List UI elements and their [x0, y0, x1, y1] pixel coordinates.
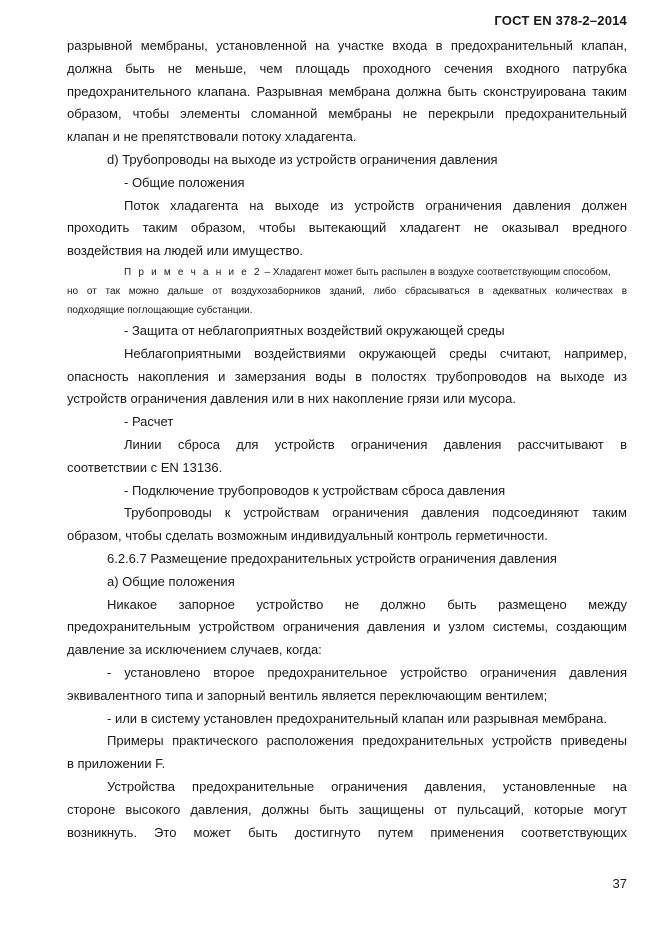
text-line: - Защита от неблагоприятных воздействий окружающей среды [124, 322, 505, 338]
note-label: П р и м е ч а н и е 2 [124, 266, 262, 278]
text-line: Трубопроводы к устройствам ограничения давления подсоединяют таким [124, 505, 627, 521]
text-line: - установлено второе предохранительное устройство ограничения давления [107, 664, 627, 680]
text-line: образом, чтобы сделать возможным индивидуальный контроль герметичности. [67, 528, 548, 544]
text-line: в приложении F. [67, 756, 166, 772]
text-line [67, 263, 627, 282]
text-line: стороне высокого давления, должны быть защищены от пульсаций, которые могут [67, 801, 627, 817]
text-line: возникнуть. Это может быть достигнуто путем применения соответствующих [67, 824, 627, 840]
text-line: проходить таким образом, чтобы вытекающий хладагент не оказывал вредного [67, 220, 627, 236]
text-line: соответствии с EN 13136. [67, 459, 223, 475]
document-body [67, 35, 627, 844]
text-line: Линии сброса для устройств ограничения давления рассчитывают в [124, 436, 627, 452]
text-line: Поток хладагента на выходе из устройств ограничения давления должен [124, 197, 627, 213]
text-line: 6.2.6.7 Размещение предохранительных устройств ограничения давления [107, 550, 557, 566]
text-line: - или в систему установлен предохранительный клапан или разрывная мембрана. [107, 710, 607, 726]
text-line: Устройства предохранительные ограничения давления, установленные на [107, 778, 627, 794]
text-line: предохранительного клапана. Разрывная мембрана должна быть сконструирована таким [67, 83, 627, 99]
text-line: - Общие положения [124, 174, 245, 190]
text-line: воздействия на людей или имущество. [67, 243, 304, 259]
text-line: d) Трубопроводы на выходе из устройств ограничения давления [107, 151, 498, 167]
text-line: должна быть не меньше, чем площадь проходного сечения входного патрубка [67, 60, 627, 76]
text-line: Неблагоприятными воздействиями окружающей среды считают, например, [124, 345, 627, 361]
text-line: a) Общие положения [107, 573, 235, 589]
note-text: – Хладагент может быть распылен в воздухе соответствующим способом, [264, 266, 611, 278]
text-line: - Расчет [124, 414, 174, 430]
text-line: клапан и не препятствовали потоку хладагента. [67, 129, 357, 145]
page-number: 37 [612, 876, 627, 891]
text-line: образом, чтобы элементы сломанной мембраны не перекрыли предохранительный [67, 106, 627, 122]
text-line: разрывной мембраны, установленной на участке входа в предохранительный клапан, [67, 38, 627, 53]
text-line: - Подключение трубопроводов к устройствам сброса давления [124, 482, 506, 498]
text-line: устройств ограничения давления или в них накопление грязи или мусора. [67, 391, 517, 407]
text-line: опасность накопления и замерзания воды в полостях трубопроводов на выходе из [67, 368, 627, 384]
text-line: Примеры практического расположения предохранительных устройств приведены [107, 733, 627, 749]
text-line: эквивалентного типа и запорный вентиль является переключающим вентилем; [67, 687, 548, 703]
text-line: Никакое запорное устройство не должно быть размещено между [107, 596, 627, 612]
text-line: но от так можно дальше от воздухозаборников зданий, либо сбрасываться в адекватных количествах в [67, 285, 627, 297]
text-line: предохранительным устройством ограничения давления и узлом системы, создающим [67, 619, 627, 635]
text-line: давление за исключением случаев, когда: [67, 642, 322, 658]
text-line: подходящие поглощающие субстанции. [67, 304, 253, 316]
document-code-header: ГОСТ EN 378-2–2014 [494, 13, 627, 28]
